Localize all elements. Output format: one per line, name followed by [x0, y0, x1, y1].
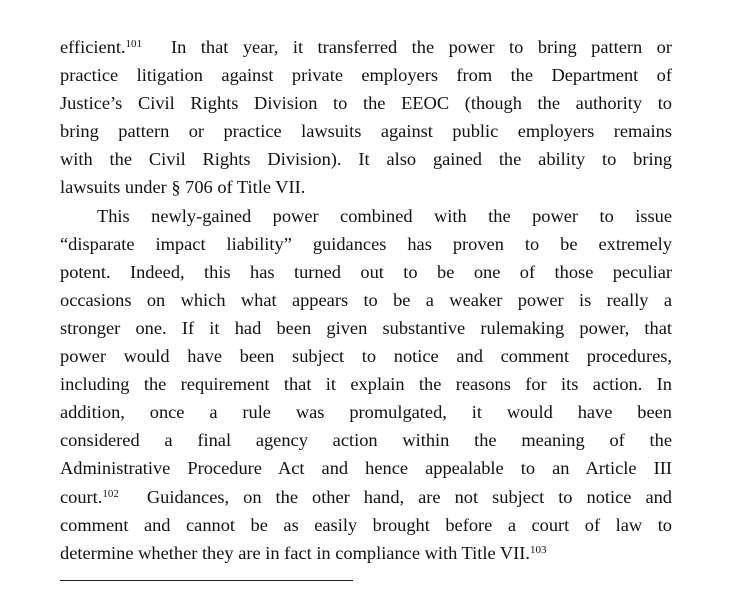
paragraph-2 — [60, 202, 672, 567]
text-line: lawsuits under § 706 of Title VII. — [60, 177, 306, 198]
text-line: occasions on which what appears to be a weaker power is really a — [60, 289, 672, 310]
text-line: power would have been subject to notice and comment procedures, — [60, 346, 672, 367]
footnote-ref-102: 102 — [102, 487, 119, 500]
text-fragment: court. — [60, 486, 103, 507]
text-line: Administrative Procedure Act and hence appealable to an Article III — [60, 458, 672, 479]
text-line — [60, 539, 672, 567]
text-line: bring pattern or practice lawsuits against public employers remains — [60, 121, 672, 142]
paragraph-1 — [60, 33, 672, 202]
text-line: This newly-gained power combined with the power to issue — [97, 205, 672, 226]
footnote-separator — [60, 580, 353, 581]
text-fragment: efficient. — [60, 37, 126, 57]
text-line: “disparate impact liability” guidances has proven to be extremely — [60, 233, 672, 254]
text-line: considered a final agency action within the meaning of the — [60, 430, 672, 451]
text-fragment: In that year, it transferred the power to bring pattern or — [142, 37, 672, 57]
text-line — [60, 33, 672, 61]
text-line: including the requirement that it explain the reasons for its action. In — [60, 374, 672, 395]
text-line: potent. Indeed, this has turned out to be one of those peculiar — [60, 261, 672, 282]
text-line: practice litigation against private employers from the Department of — [60, 65, 672, 86]
text-line: comment and cannot be as easily brought before a court of law to — [60, 514, 672, 535]
document-body — [60, 33, 672, 567]
footnote-ref-101: 101 — [125, 37, 143, 50]
text-line: stronger one. If it had been given substantive rulemaking power, that — [60, 317, 672, 338]
text-fragment: Guidances, on the other hand, are not subject to notice and — [118, 486, 672, 507]
text-line: addition, once a rule was promulgated, it would have been — [60, 402, 672, 423]
text-line — [60, 483, 672, 511]
text-line: Justice’s Civil Rights Division to the EEOC (though the authority to — [60, 93, 672, 114]
footnote-ref-103: 103 — [530, 543, 547, 556]
text-fragment: determine whether they are in fact in compliance with Title VII. — [60, 542, 531, 563]
text-line: with the Civil Rights Division). It also gained the ability to bring — [60, 149, 672, 170]
